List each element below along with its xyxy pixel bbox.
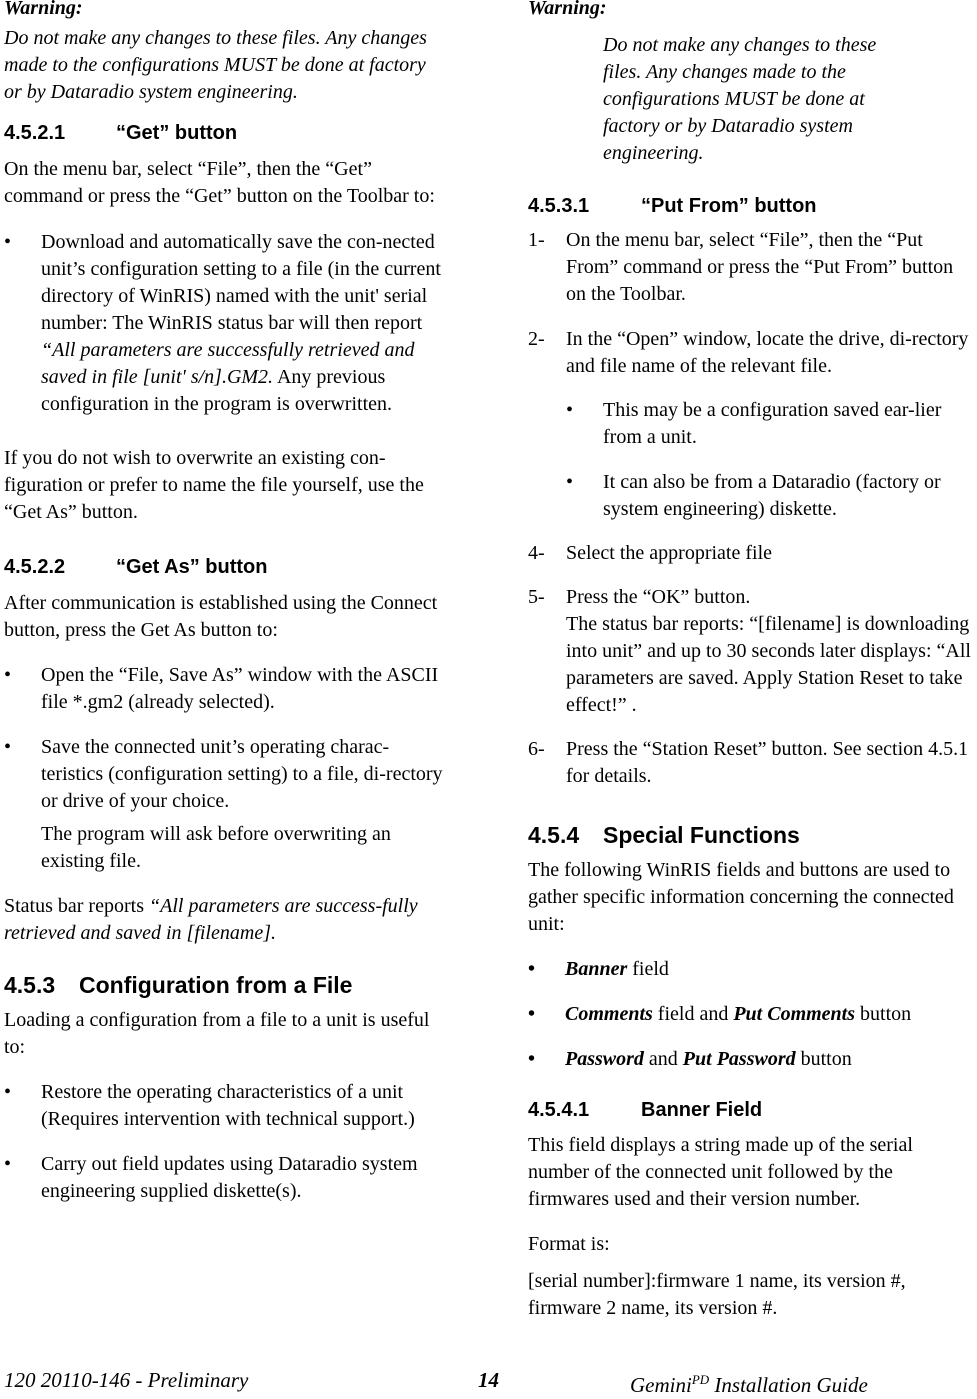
- step-text: In the “Open” window, locate the drive, di-rectory and file name of the relevant file.: [566, 328, 969, 377]
- numbered-step: [528, 227, 977, 308]
- section-number: 4.5.3.1: [528, 195, 590, 217]
- product-superscript: PD: [691, 1372, 710, 1387]
- left-column: [4, 0, 456, 1205]
- bullet: •: [4, 231, 12, 253]
- step-text: Press the “OK” button.: [566, 586, 751, 608]
- paragraph: On the menu bar, select “File”, then the “Get” command or press the “Get” button on the Toolbar to:: [4, 158, 435, 207]
- list-text: Carry out field updates using Dataradio system engineering supplied diskette(s).: [41, 1153, 418, 1202]
- bullet: •: [528, 958, 536, 980]
- paragraph: [4, 893, 449, 947]
- list-text-italic: “All parameters are successfully retrieved and saved in file [unit' s/n].GM2.: [41, 339, 415, 388]
- section-title: “Get” button: [116, 122, 238, 144]
- step-number: 5-: [528, 586, 545, 608]
- step-text: The status bar reports: “[filename] is downloading into unit” and up to 30 seconds later displays: “All parameters are saved. Apply Station Reset to take effect!” .: [566, 613, 971, 716]
- sub-bullet: [528, 397, 969, 451]
- step-number: 4-: [528, 542, 545, 564]
- list-text: and: [643, 1048, 683, 1070]
- paragraph: After communication is established using the Connect button, press the Get As button to:: [4, 592, 438, 641]
- button-name: Put Comments: [733, 1003, 856, 1025]
- step-text: Press the “Station Reset” button. See section 4.5.1 for details.: [566, 738, 969, 787]
- footer-doc-id: 120 20110-146 - Preliminary: [4, 1368, 249, 1392]
- guide-name: Installation Guide: [709, 1373, 868, 1397]
- section-title: Special Functions: [603, 822, 800, 848]
- bullet: •: [4, 736, 12, 758]
- step-number: 2-: [528, 328, 545, 350]
- step-text: Select the appropriate file: [566, 542, 773, 564]
- list-text: button: [795, 1048, 852, 1070]
- list-text: Download and automatically save the con-nected unit’s configuration setting to a file (in the current directory of WinRIS) named with the unit' serial number: The WinRIS status bar will then report: [41, 231, 441, 334]
- sub-bullet: [528, 469, 973, 523]
- list-text: field: [627, 958, 669, 980]
- list-item: [4, 662, 451, 716]
- paragraph: This field displays a string made up of the serial number of the connected unit followed by the firmwares used and their version number.: [528, 1134, 913, 1210]
- button-name: Put Password: [682, 1048, 796, 1070]
- section-number: 4.5.3: [4, 972, 56, 998]
- list-text: The program will ask before overwriting an existing file.: [41, 823, 391, 872]
- paragraph: The following WinRIS fields and buttons are used to gather specific information concerning the connected unit:: [528, 859, 954, 935]
- right-column: [528, 0, 977, 1322]
- list-text: button: [855, 1003, 912, 1025]
- section-number: 4.5.2.1: [4, 122, 66, 144]
- list-item: [528, 1046, 977, 1073]
- section-title: “Get As” button: [116, 556, 268, 578]
- bullet: •: [566, 399, 574, 421]
- heading-454: [528, 821, 977, 849]
- field-name: Comments: [565, 1003, 653, 1025]
- bullet: •: [4, 1081, 12, 1103]
- list-text: Save the connected unit’s operating charac-teristics (configuration setting) to a file, di-rectory or drive of your choice.: [41, 736, 443, 812]
- product-name: Gemini: [630, 1373, 692, 1397]
- heading-4531: [528, 193, 977, 219]
- heading-4522: [4, 554, 456, 580]
- heading-4541: [528, 1097, 977, 1123]
- paragraph: Format is:: [528, 1233, 610, 1255]
- warning-label: Warning:: [528, 0, 607, 19]
- list-text: It can also be from a Dataradio (factory or system engineering) diskette.: [603, 471, 941, 520]
- section-number: 4.5.2.2: [4, 556, 66, 578]
- heading-4521: [4, 120, 456, 146]
- list-item: [4, 229, 456, 418]
- list-item: [528, 1001, 977, 1028]
- bullet: •: [4, 1153, 12, 1175]
- list-text: Any previous configuration in the program is overwritten.: [41, 366, 393, 415]
- warning-text: Do not make any changes to these files. Any changes made to the configurations MUST be done at factory or by Dataradio system engineering.: [603, 34, 877, 164]
- list-item: [4, 1079, 451, 1133]
- field-name: Banner: [565, 958, 628, 980]
- warning-label: Warning:: [4, 0, 83, 19]
- paragraph: If you do not wish to overwrite an existing con-figuration or prefer to name the file yourself, use the “Get As” button.: [4, 447, 424, 523]
- section-title: Configuration from a File: [79, 972, 353, 998]
- footer-title: [630, 1366, 868, 1399]
- list-note: [4, 821, 451, 875]
- section-title: “Put From” button: [641, 195, 817, 217]
- footer-page-number: 14: [478, 1368, 499, 1392]
- numbered-step: [528, 540, 977, 567]
- list-text: field and: [652, 1003, 734, 1025]
- step-number: 6-: [528, 738, 545, 760]
- bullet: •: [528, 1003, 536, 1025]
- step-text: On the menu bar, select “File”, then the “Put From” command or press the “Put From” button on the Toolbar.: [566, 229, 954, 305]
- section-number: 4.5.4.1: [528, 1099, 590, 1121]
- warning-text: Do not make any changes to these files. Any changes made to the configurations MUST be done at factory or by Dataradio system engineering.: [4, 27, 427, 103]
- paragraph: Loading a configuration from a file to a unit is useful to:: [4, 1009, 430, 1058]
- bullet: •: [566, 471, 574, 493]
- step-number: 1-: [528, 229, 545, 251]
- text: Status bar reports: [4, 895, 149, 917]
- list-text: Open the “File, Save As” window with the ASCII file *.gm2 (already selected).: [41, 664, 439, 713]
- list-text: Restore the operating characteristics of a unit (Requires intervention with technical support.): [41, 1081, 415, 1130]
- paragraph: [serial number]:firmware 1 name, its version #, firmware 2 name, its version #.: [528, 1270, 906, 1319]
- numbered-step: [528, 736, 977, 790]
- bullet: •: [4, 664, 12, 686]
- bullet: •: [528, 1048, 536, 1070]
- list-item: [528, 956, 977, 983]
- heading-453: [4, 971, 456, 999]
- field-name: Password: [565, 1048, 644, 1070]
- list-item: [4, 1151, 451, 1205]
- text-italic: “All parameters are success-fully retrieved and saved in [filename].: [4, 895, 418, 944]
- section-number: 4.5.4: [528, 822, 580, 848]
- list-text: This may be a configuration saved ear-lier from a unit.: [603, 399, 942, 448]
- numbered-step: [528, 584, 971, 719]
- numbered-step: [528, 326, 977, 380]
- section-title: Banner Field: [641, 1099, 763, 1121]
- list-item: [4, 734, 451, 815]
